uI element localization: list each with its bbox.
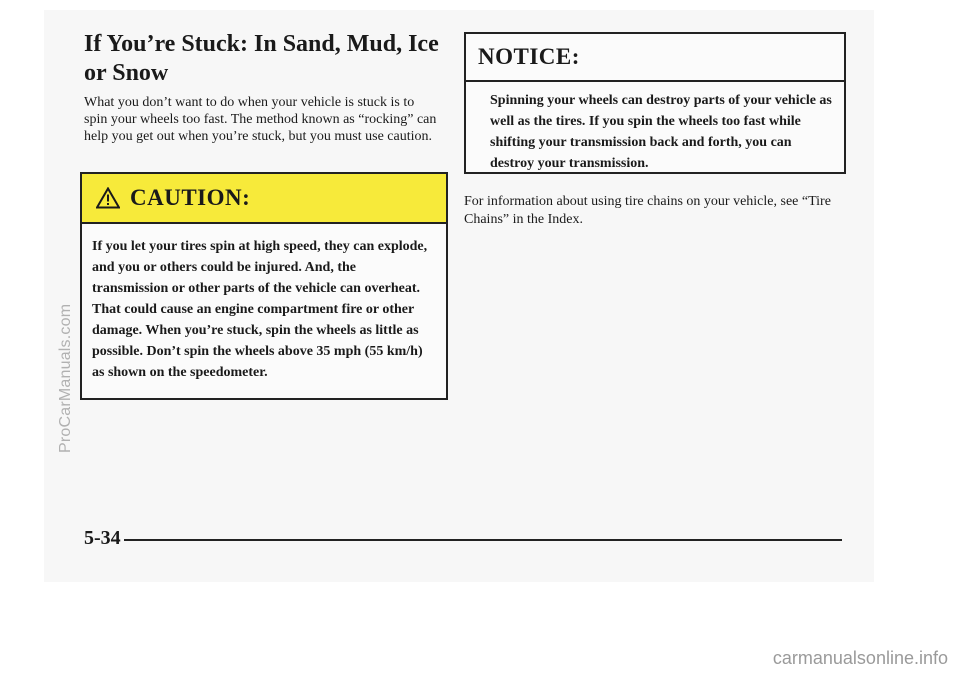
caution-text: If you let your tires spin at high speed, they can explode, and you or others could be injured. And, the transmission or other parts of the vehicle can overheat. That could cause an engine compartment fire or other damage. When you’re stuck, spin the wheels as little as possible. Don’t spin the wheels above 35 mph (55 km/h) as shown on the speedometer. xyxy=(92,239,428,380)
caution-box xyxy=(80,172,448,400)
intro-paragraph: What you don’t want to do when your vehicle is stuck is to spin your wheels too fast. The method known as “rocking” can help you get out when you’re stuck, but you must use caution. xyxy=(84,95,437,144)
side-watermark: ProCarManuals.com xyxy=(57,303,74,453)
notice-text: Spinning your wheels can destroy parts of your vehicle as well as the tires. If you spin the wheels too fast while shifting your transmission back and forth, you can destroy your transmission. xyxy=(490,93,832,171)
page-number: 5-34 xyxy=(84,527,121,549)
notice-box xyxy=(464,32,846,174)
footer-rule xyxy=(124,539,842,541)
caution-title: CAUTION: xyxy=(130,185,251,210)
notice-header xyxy=(466,34,844,82)
bottom-watermark: carmanualsonline.info xyxy=(772,648,948,668)
notice-title: NOTICE: xyxy=(478,44,580,69)
warning-triangle-icon xyxy=(96,187,120,209)
caution-banner xyxy=(82,174,446,224)
section-heading: If You’re Stuck: In Sand, Mud, Ice or Snow xyxy=(84,31,439,86)
tire-chains-info: For information about using tire chains on your vehicle, see “Tire Chains” in the Index. xyxy=(464,194,831,227)
